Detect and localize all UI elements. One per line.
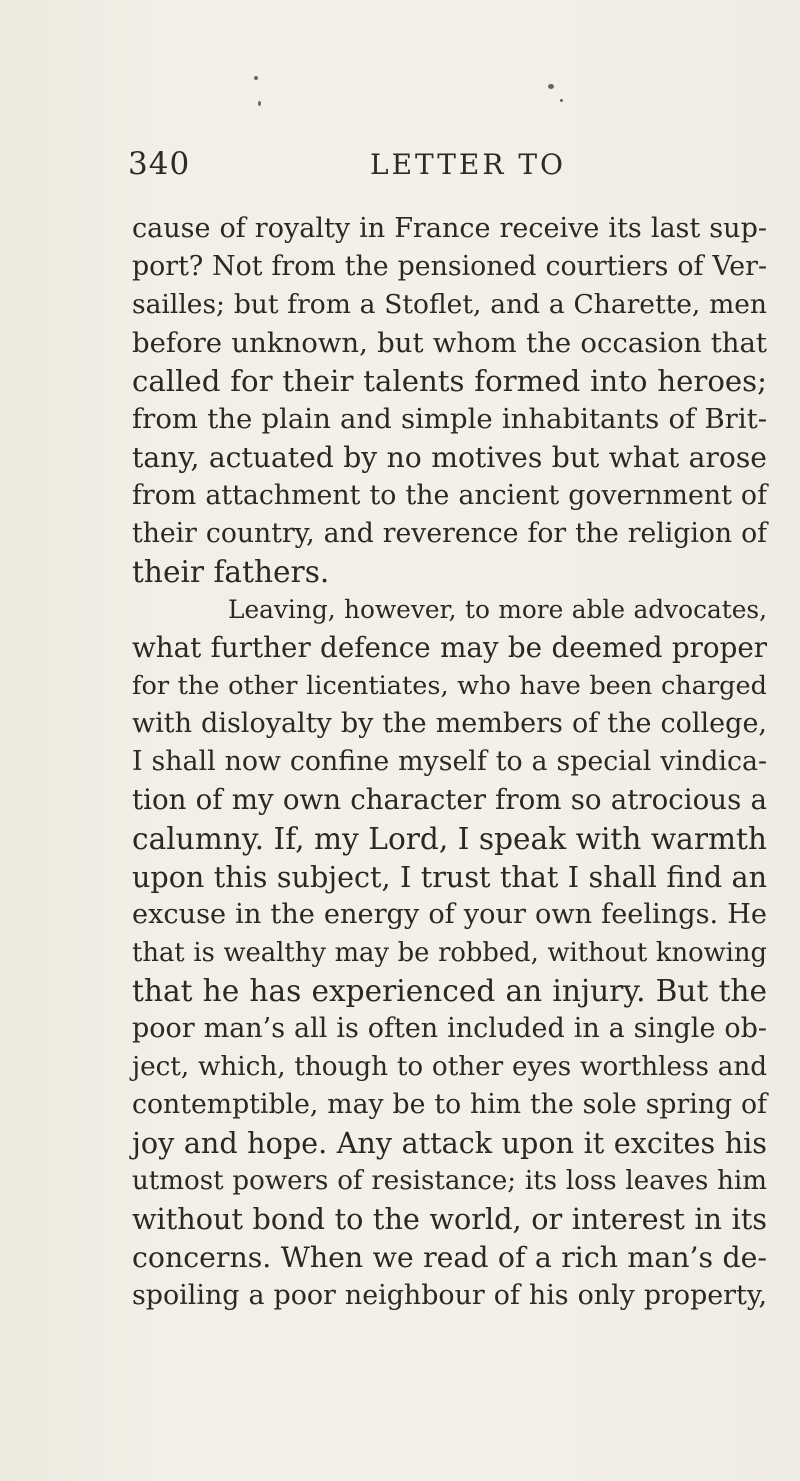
text-line: spoiling a poor neighbour of his only property,: [132, 1279, 767, 1311]
ink-speck: [258, 101, 261, 106]
body-text: [132, 210, 767, 1315]
text-line: ject, which, though to other eyes worthless and: [132, 1052, 767, 1083]
ink-speck: [548, 84, 554, 89]
text-line: from attachment to the ancient government of: [132, 479, 767, 511]
page-header: [128, 146, 748, 186]
text-line: utmost powers of resistance; its loss leaves him: [132, 1166, 767, 1197]
text-line: that he has experienced an injury. But the: [132, 973, 767, 1008]
text-line: excuse in the energy of your own feelings. He: [132, 898, 767, 930]
text-line: tany, actuated by no motives but what arose: [132, 440, 767, 474]
text-line: concerns. When we read of a rich man’s de-: [132, 1240, 767, 1274]
text-line: I shall now confine myself to a special vindica-: [132, 746, 767, 778]
text-line: poor man’s all is often included in a single ob-: [132, 1012, 767, 1044]
text-line: upon this subject, I trust that I shall find an: [132, 859, 767, 894]
text-line: before unknown, but whom the occasion that: [132, 327, 767, 360]
text-line: sailles; but from a Stoflet, and a Charette, men: [132, 289, 767, 321]
text-line: joy and hope. Any attack upon it excites his: [132, 1126, 767, 1161]
ink-speck: [560, 99, 563, 102]
text-line: without bond to the world, or interest in its: [132, 1202, 767, 1237]
paragraph-end-line: their fathers.: [132, 554, 330, 589]
text-line: their country, and reverence for the religion of: [132, 517, 767, 549]
text-line: from the plain and simple inhabitants of Brit-: [132, 403, 767, 436]
paragraph-start-line: Leaving, however, to more able advocates,: [228, 594, 767, 624]
text-line: contemptible, may be to him the sole spring of: [132, 1089, 767, 1121]
text-line: port? Not from the pensioned courtiers of Ver-: [132, 251, 767, 283]
text-line: with disloyalty by the members of the college,: [132, 708, 767, 740]
running-head: LETTER TO: [370, 148, 566, 181]
page-number: 340: [128, 146, 191, 182]
ink-speck: [254, 76, 258, 80]
text-line: called for their talents formed into heroes;: [132, 364, 767, 399]
text-line: cause of royalty in France receive its last sup-: [132, 213, 767, 244]
text-line: that is wealthy may be robbed, without knowing: [132, 937, 767, 968]
text-line: calumny. If, my Lord, I speak with warmth: [132, 821, 767, 856]
text-line: tion of my own character from so atrocious a: [132, 783, 767, 817]
text-line: for the other licentiates, who have been charged: [132, 671, 767, 702]
text-line: what further defence may be deemed proper: [132, 631, 767, 665]
